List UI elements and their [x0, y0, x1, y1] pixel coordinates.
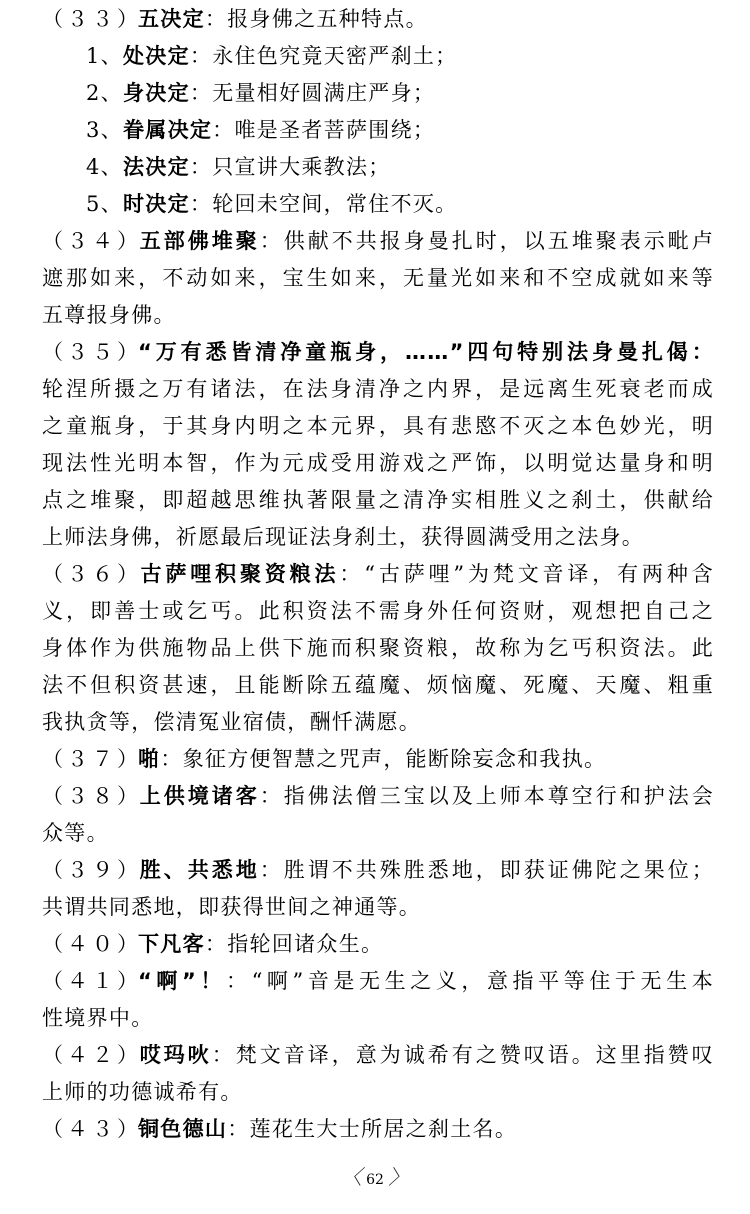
- footer-left-bracket: 〈: [341, 1165, 362, 1189]
- term: 啪: [138, 747, 161, 771]
- entry-40-heading: （４０）下凡客：指轮回诸众生。: [42, 932, 384, 956]
- entry-35-line: 上师法身佛，祈愿最后现证法身刹土，获得圆满受用之法身。: [42, 525, 645, 549]
- entry-42-heading: （４２）哎玛吙：梵文音译，意为诚希有之赞叹语。这里指赞叹: [42, 1043, 714, 1067]
- term: 五决定: [138, 7, 205, 31]
- entry-39-heading: （３９）胜、共悉地：胜谓不共殊胜悉地，即获证佛陀之果位；: [42, 858, 714, 882]
- page-footer: [0, 1162, 750, 1192]
- term: 五部佛堆聚: [138, 229, 260, 253]
- entry-41-heading: （４１）“啊”！：“啊”音是无生之义，意指平等住于无生本: [42, 969, 714, 993]
- term: 哎玛吙: [138, 1043, 212, 1067]
- entry-33-sub-5: 5、时决定：轮回未空间，常住不灭。: [86, 192, 458, 216]
- term: “万有悉皆清净童瓶身，……”四句特别法身曼扎偈: [138, 340, 692, 364]
- entry-36-heading: （３６）古萨哩积聚资粮法：“古萨哩”为梵文音译，有两种含: [42, 562, 714, 586]
- entry-41-line: 性境界中。: [42, 1006, 154, 1030]
- entry-33-sub-2: 2、身决定：无量相好圆满庄严身；: [86, 81, 436, 105]
- entry-33-heading: （３３）五决定：报身佛之五种特点。: [42, 7, 428, 31]
- page-number: 62: [366, 1172, 384, 1188]
- entry-38-heading: （３８）上供境诸客：指佛法僧三宝以及上师本尊空行和护法会: [42, 784, 714, 808]
- term: 上供境诸客: [138, 784, 260, 808]
- entry-33-sub-4: 4、法决定：只宣讲大乘教法；: [86, 155, 391, 179]
- entry-35-line: 轮涅所摄之万有诸法，在法身清净之内界，是远离生死衰老而成: [42, 377, 714, 401]
- entry-37-heading: （３７）啪：象征方便智慧之咒声，能断除妄念和我执。: [42, 747, 607, 771]
- entry-34-line: 遮那如来，不动如来，宝生如来，无量光如来和不空成就如来等: [42, 266, 714, 290]
- entry-33-sub-1: 1、处决定：永住色究竟天密严刹土；: [86, 44, 458, 68]
- entry-35-line: 现法性光明本智，作为元成受用游戏之严饰，以明觉达量身和明: [42, 451, 714, 475]
- entry-42-line: 上师的功德诚希有。: [42, 1080, 243, 1104]
- entry-34-line: 五尊报身佛。: [42, 303, 176, 327]
- entry-35-line: 点之堆聚，即超越思维执著限量之清净实相胜义之刹土，供献给: [42, 488, 714, 512]
- entry-36-line: 法不但积资甚速，且能断除五蕴魔、烦恼魔、死魔、天魔、粗重: [42, 673, 714, 697]
- entry-36-line: 身体作为供施物品上供下施而积聚资粮，故称为乞丐积资法。此: [42, 636, 714, 660]
- entry-34-heading: （３４）五部佛堆聚：供献不共报身曼扎时，以五堆聚表示毗卢: [42, 229, 714, 253]
- term: 下凡客: [138, 932, 205, 956]
- entry-36-line: 义，即善士或乞丐。此积资法不需身外任何资财，观想把自己之: [42, 599, 714, 623]
- entry-43-heading: （４３）铜色德山：莲花生大士所居之刹土名。: [42, 1117, 518, 1141]
- term: 古萨哩积聚资粮法: [138, 562, 340, 586]
- term: 胜、共悉地: [138, 858, 260, 882]
- footer-right-bracket: 〉: [388, 1165, 409, 1189]
- entry-36-line: 我执贪等，偿清冤业宿债，酬忏满愿。: [42, 710, 422, 734]
- term: “啊”！: [138, 969, 226, 993]
- entry-35-line: 之童瓶身，于其身内明之本元界，具有悲愍不灭之本色妙光，明: [42, 414, 714, 438]
- term: 铜色德山: [138, 1117, 228, 1141]
- entry-39-line: 共谓共同悉地，即获得世间之神通等。: [42, 895, 422, 919]
- entry-33-sub-3: 3、眷属决定：唯是圣者菩萨围绕；: [86, 118, 436, 142]
- entry-38-line: 众等。: [42, 821, 109, 845]
- entry-35-heading: （３５）“万有悉皆清净童瓶身，……”四句特别法身曼扎偈：: [42, 340, 714, 364]
